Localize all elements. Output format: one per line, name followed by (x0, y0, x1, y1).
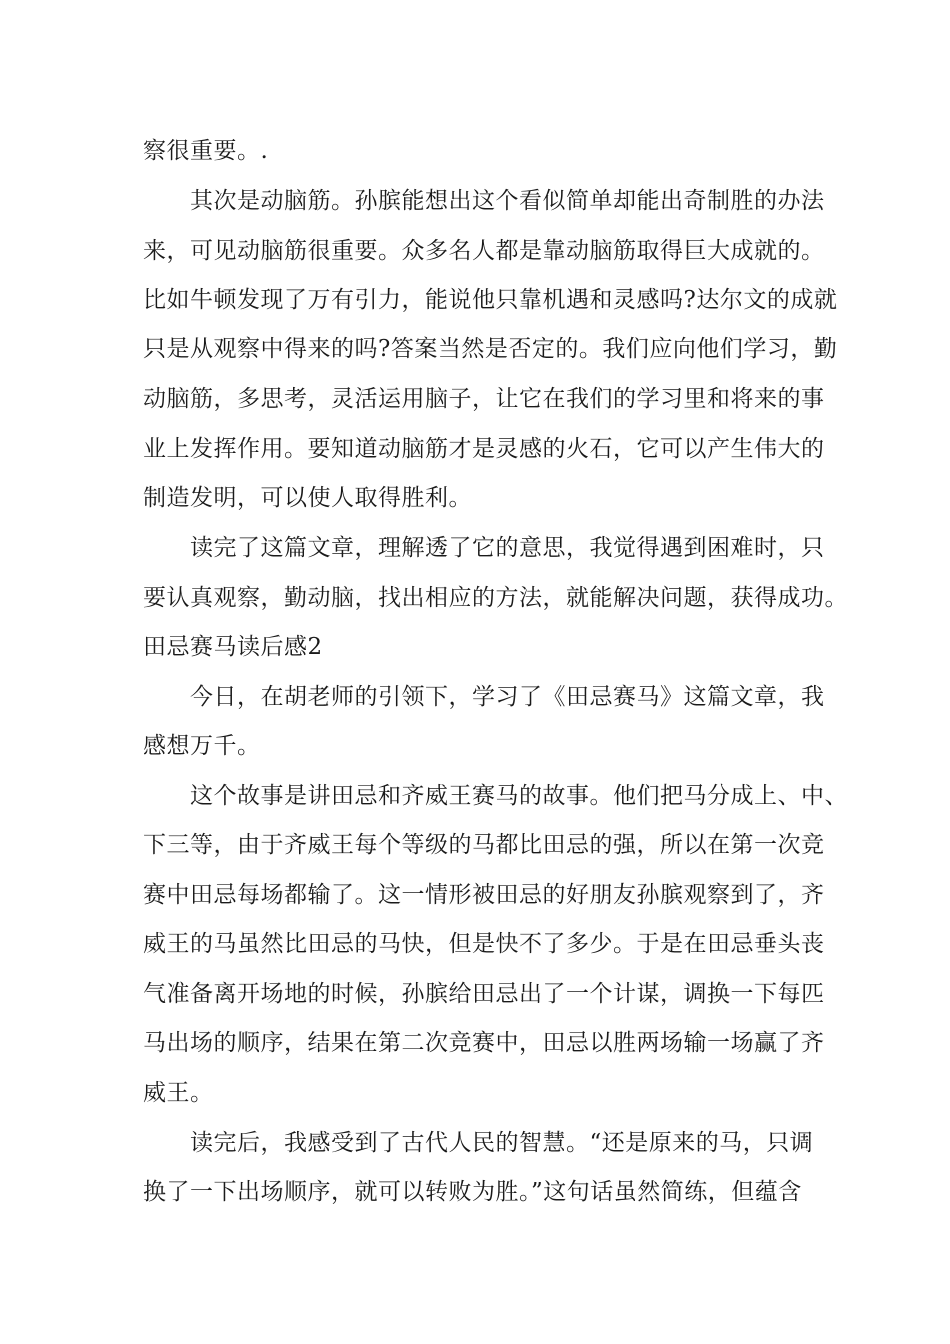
text-line: 要认真观察，勤动脑，找出相应的方法，就能解决问题，获得成功。 (143, 585, 848, 611)
text-line: 威王。 (143, 1080, 214, 1106)
paragraph-start-line: 读完了这篇文章，理解透了它的意思，我觉得遇到困难时，只 (190, 535, 825, 561)
text-line: 动脑筋，多思考，灵活运用脑子，让它在我们的学习里和将来的事 (143, 386, 825, 412)
text-line: 感想万千。 (143, 733, 261, 759)
text-line: 业上发挥作用。要知道动脑筋才是灵感的火石，它可以产生伟大的 (143, 436, 825, 462)
text-line: 气准备离开场地的时候，孙膑给田忌出了一个计谋，调换一下每匹 (143, 981, 825, 1007)
text-line: 只是从观察中得来的吗?答案当然是否定的。我们应向他们学习，勤 (143, 336, 838, 362)
paragraph-start-line: 其次是动脑筋。孙膑能想出这个看似简单却能出奇制胜的办法 (190, 188, 825, 214)
text-line: 察很重要。. (143, 138, 269, 164)
paragraph-start-line: 这个故事是讲田忌和齐威王赛马的故事。他们把马分成上、中、 (190, 783, 848, 809)
text-line: 来，可见动脑筋很重要。众多名人都是靠动脑筋取得巨大成就的。 (143, 238, 825, 264)
text-line: 下三等，由于齐威王每个等级的马都比田忌的强，所以在第一次竞 (143, 832, 825, 858)
section-heading: 田忌赛马读后感2 (143, 634, 323, 660)
text-line: 赛中田忌每场都输了。这一情形被田忌的好朋友孙膑观察到了，齐 (143, 882, 825, 908)
text-line: 换了一下出场顺序，就可以转败为胜。”这句话虽然简练，但蕴含 (143, 1179, 802, 1205)
text-line: 马出场的顺序，结果在第二次竞赛中，田忌以胜两场输一场赢了齐 (143, 1030, 825, 1056)
paragraph-start-line: 今日，在胡老师的引领下，学习了《田忌赛马》这篇文章，我 (190, 684, 825, 710)
paragraph-start-line: 读完后，我感受到了古代人民的智慧。“还是原来的马，只调 (190, 1130, 814, 1156)
text-line: 威王的马虽然比田忌的马快，但是快不了多少。于是在田忌垂头丧 (143, 931, 825, 957)
text-line: 制造发明，可以使人取得胜利。 (143, 485, 472, 511)
text-line: 比如牛顿发现了万有引力，能说他只靠机遇和灵感吗?达尔文的成就 (143, 287, 838, 313)
